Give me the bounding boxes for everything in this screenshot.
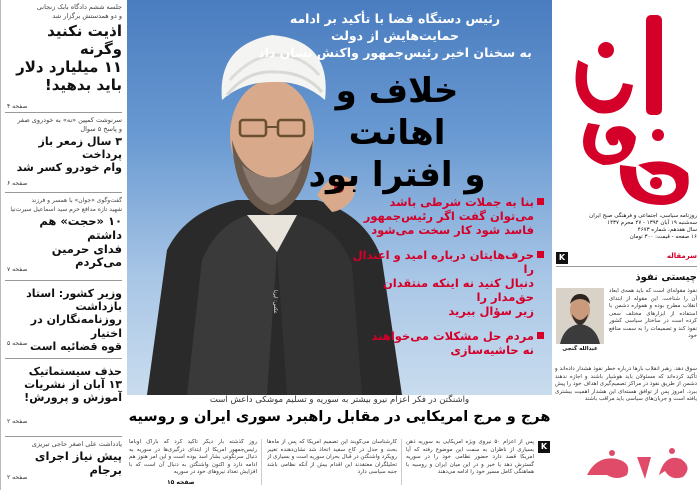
masthead[interactable]: [553, 0, 700, 248]
divider: [261, 439, 262, 485]
right-column: [553, 0, 700, 490]
hero-bullet: مردم حل مشکلات می‌خواهند نه حاشیه‌سازی: [349, 329, 544, 357]
lower-headline: هرج و مرج امریکایی در مقابل راهبرد سوری ایران و روسیه: [128, 409, 551, 425]
author-photo: [556, 288, 604, 344]
hero-bullet: بنا به جملات شرطی باشد می‌توان گفت اگر رئیس‌جمهور فاسد شود کار سخت می‌شود: [349, 195, 544, 237]
divider: [556, 266, 697, 267]
masthead-info-line: ۱۶ صفحه - قیمت: ۳۰۰ تومان: [629, 234, 697, 240]
left-story-2[interactable]: [5, 116, 122, 187]
masthead-info-line: سال هفدهم، شماره ۴۶۷۳: [637, 227, 697, 233]
story-kicker: گفت‌وگوی «جوان» با همسر و فرزند شهید تازه مدافع حرم سید اسماعیل سیرت‌نیا: [10, 197, 122, 213]
newspaper-logo: [558, 5, 698, 210]
lower-body-right: پس از اعزام ۵۰ نیروی ویژه امریکایی به سوریه ذهن بسیاری از ناظران به سمت این موضوع رفته که آیا امریکا قصد دارد حضور نظامی خود را در سوریه گسترش دهد یا خیر و در این میان ایران و روسیه با هماهنگی کامل مسیر خود را ادامه می‌دهند: [406, 439, 534, 475]
page-ref: صفحه ۷: [7, 266, 28, 273]
left-story-4[interactable]: [5, 286, 122, 353]
stamp-watermark: [577, 445, 697, 485]
page-ref: صفحه ۵: [7, 340, 28, 347]
divider: [401, 439, 402, 485]
divider: [5, 112, 122, 113]
editorial-header: [553, 250, 700, 266]
story-headline: ۳ سال زمعر باز پرداخت وام خودرو کسر شد: [16, 135, 122, 175]
editorial-body-continued: سوق دهد. رهبر انقلاب بارها درباره خطر نفوذ هشدار داده‌اند و تأکید کرده‌اند که مسئولان باید هوشیار باشند و اجازه ندهند دشمن از طریق نفوذ در مراکز تصمیم‌گیری اهداف خود را پیش ببرد. امروز پس از توافق هسته‌ای این هشدار اهمیت بیشتری یافته است و جریان‌های سیاسی باید مراقب باشند: [555, 366, 697, 402]
divider: [5, 280, 122, 281]
left-story-5[interactable]: [5, 364, 122, 425]
lower-story[interactable]: [127, 395, 552, 490]
editorial-author: عبدالله گنجی: [562, 346, 598, 352]
editorial-label: سرمقاله: [666, 252, 697, 260]
divider: [5, 436, 122, 437]
left-story-1[interactable]: [5, 3, 122, 110]
lower-kicker: واشنگتن در فکر اعزام نیرو بیشتر به سوریه و تسلیم موشکی داعش است: [209, 395, 470, 405]
masthead-info-line: سه‌شنبه ۱۹ آبان ۱۳۹۴ - ۲۷ محرم ۱۴۳۷: [607, 220, 697, 226]
page-ref: صفحه ۶: [7, 180, 28, 187]
hero-subheadline: رئیس دستگاه قضا با تأکید بر ادامه حمایت‌هایش از دولت به سخنان اخیر رئیس‌جمهور واکنش نشان داد: [258, 11, 532, 60]
lower-body-mid: کارشناسان می‌گویند این تصمیم امریکا که پس از ماه‌ها بحث و جدل در کاخ سفید اتخاذ شد نشان‌دهنده تغییر رویکرد واشنگتن در قبال بحران سوریه است و بسیاری از تحلیلگران معتقدند این اقدام بیش از آنکه نظامی باشد جنبه سیاسی دارد: [267, 439, 397, 475]
bullet-square-icon: [537, 198, 544, 205]
page-ref: صفحه ۲: [7, 474, 28, 481]
editorial-title[interactable]: چیستی نفوذ: [635, 272, 697, 283]
page-ref: صفحه ۱۵: [167, 479, 195, 486]
left-story-3[interactable]: [5, 196, 122, 273]
hero-title: خلاف و اهانت و افترا بود: [308, 71, 486, 195]
story-kicker: سرنوشت کمپین «نه» به خودروی صفر و پاسخ ۵ سوال: [17, 116, 122, 133]
hero-bullets: [349, 195, 544, 368]
k-logo-icon: K: [556, 252, 568, 264]
story-kicker: یادداشت علی اصغر حاجی تبریزی: [31, 440, 122, 448]
story-headline: وزیر کشور: استاد بازداشت روزنامه‌نگاران در اختیار قوه قضائیه است: [26, 287, 122, 353]
masthead-info: [557, 213, 697, 241]
hero-bullet: حرف‌هایتان درباره امید و اعتدال را دنبال کنید نه اینکه منتقدان حق‌مدار را زیر سؤال ببرید: [349, 248, 544, 318]
left-column: [0, 0, 125, 490]
story-headline: پیش نیاز اجرای برجام: [34, 449, 122, 477]
editorial-body: نفوذ مقوله‌ای است که باید همه‌ی ابعاد آن را شناخت. این مقوله از ابتدای انقلاب مطرح بوده و همواره دشمن با استفاده از ابزارهای مختلف سعی کرده است در ساختار سیاسی کشور نفوذ کند و تصمیمات را به سمت منافع خود: [609, 288, 697, 339]
story-headline: حذف سیستماتیک ۱۳ آبان از نشریات آموزش و پرورش!: [24, 365, 122, 405]
story-headline: اذیت نکنید وگرنه ۱۱ میلیارد دلار باید بدهید!: [16, 22, 122, 94]
page-ref: صفحه ۴: [7, 103, 28, 110]
divider: [5, 358, 122, 359]
hero-section[interactable]: [127, 0, 552, 395]
story-kicker: جلسه ششم دادگاه بابک زنجانی و دو همدستش برگزار شد: [36, 3, 122, 20]
bullet-square-icon: [537, 251, 544, 258]
bullet-square-icon: [537, 332, 544, 339]
story-headline: ۱۰ «حجت» هم داشتم فدای حرمین می‌کردم: [39, 214, 122, 270]
divider: [5, 192, 122, 193]
lower-body-left: روز گذشته بار دیگر تأکید کرد که باراک اوباما رئیس‌جمهور امریکا از ابتدای درگیری‌ها در سوریه به دنبال سرنگونی بشار اسد بوده است و این امر هنوز هم ادامه دارد و اکنون واشنگتن به دنبال آن است که با افزایش تعداد نیروهای خود در سوریه: [129, 439, 257, 475]
photo-credit: عکس: ایرنا: [272, 290, 278, 314]
page-ref: صفحه ۲: [7, 418, 28, 425]
k-logo-icon: K: [538, 441, 550, 453]
masthead-info-line: روزنامه سیاسی، اجتماعی و فرهنگی صبح ایران: [589, 213, 697, 219]
left-story-6[interactable]: [5, 440, 122, 481]
